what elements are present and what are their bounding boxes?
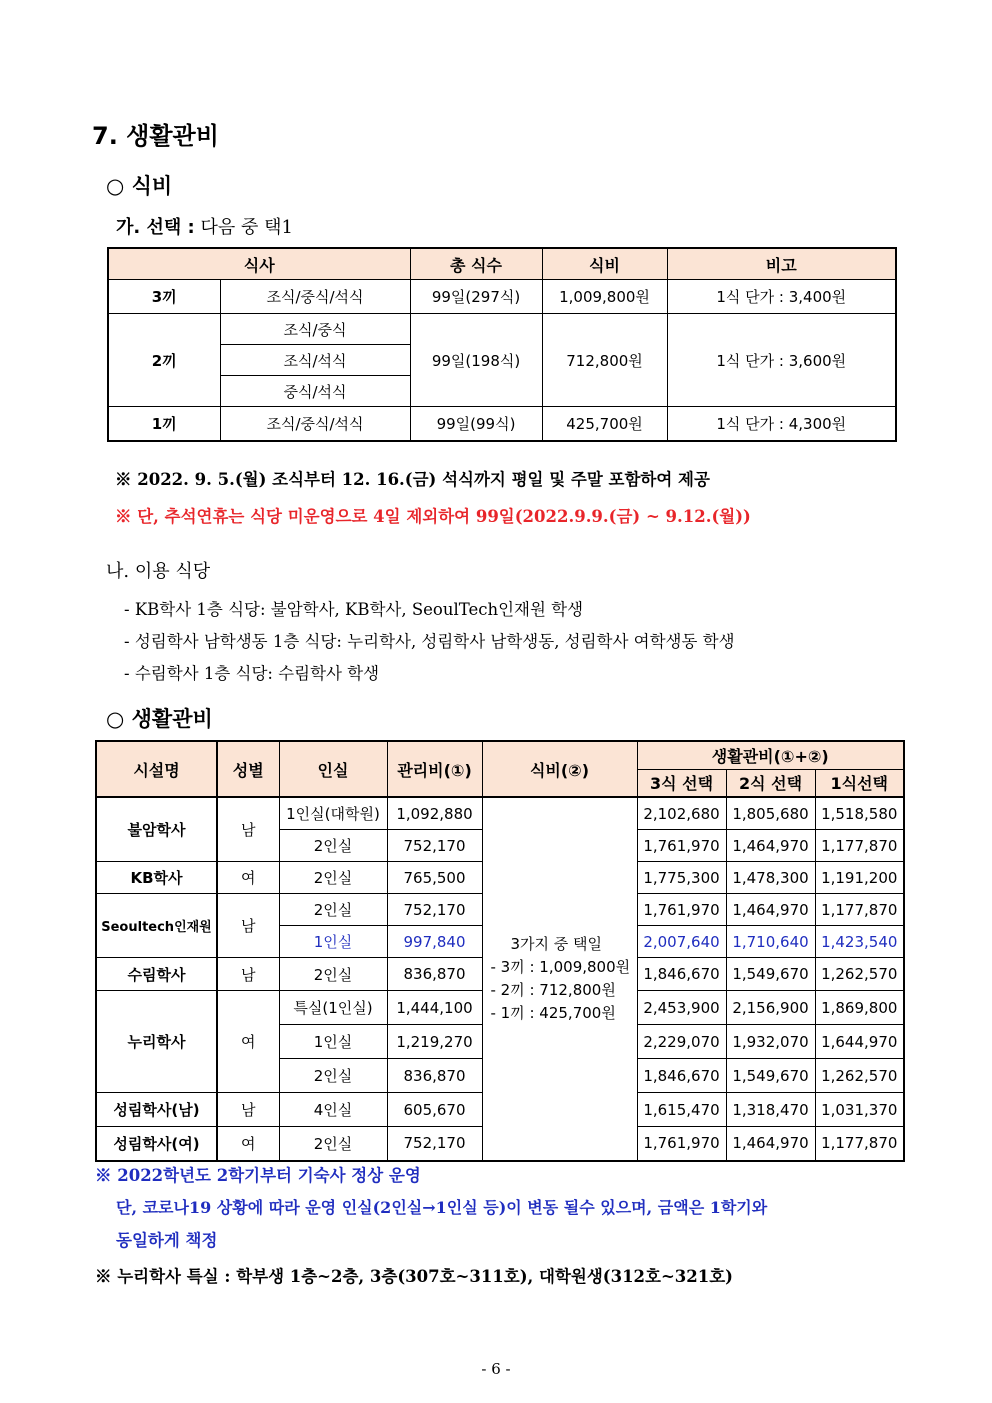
total3-cell: 2,007,640 [637, 926, 726, 958]
mgmt-cell: 1,444,100 [387, 991, 482, 1025]
restaurant-item-2: - 성림학사 남학생동 1층 식당: 누리학사, 성림학사 남학생동, 성림학사 여학생동 학생 [124, 632, 735, 651]
row2-meals-b: 조식/석식 [220, 345, 410, 376]
room-cell: 2인실 [279, 1127, 387, 1161]
living-note-1: ※ 2022학년도 2학기부터 기숙사 정상 운영 [95, 1166, 421, 1185]
room-cell: 2인실 [279, 894, 387, 926]
gender-cell: 여 [217, 862, 279, 894]
room-cell: 2인실 [279, 862, 387, 894]
row3-meals: 조식/중식/석식 [220, 280, 410, 314]
mgmt-cell: 752,170 [387, 894, 482, 926]
gender-cell: 여 [217, 1127, 279, 1161]
row2-kind: 2끼 [108, 314, 220, 407]
total3-cell: 1,761,970 [637, 894, 726, 926]
total3-cell: 1,761,970 [637, 830, 726, 862]
facility-cell: 수림학사 [96, 958, 217, 991]
living-table [95, 740, 905, 1162]
total1-cell: 1,644,970 [815, 1025, 904, 1059]
th-count: 총 식수 [410, 248, 542, 280]
row3-kind: 3끼 [108, 280, 220, 314]
room-cell: 1인실 [279, 926, 387, 958]
total2-cell: 1,478,300 [726, 862, 815, 894]
living-heading: ○ 생활관비 [106, 707, 213, 731]
meal-note-1: ※ 2022. 9. 5.(월) 조식부터 12. 16.(금) 석식까지 평일 및 주말 포함하여 제공 [115, 470, 710, 489]
total2-cell: 1,932,070 [726, 1025, 815, 1059]
total2-cell: 1,318,470 [726, 1093, 815, 1127]
row3-cost: 1,009,800원 [542, 280, 667, 314]
room-cell: 2인실 [279, 1059, 387, 1093]
mgmt-cell: 605,670 [387, 1093, 482, 1127]
room-cell: 2인실 [279, 958, 387, 991]
total2-cell: 1,464,970 [726, 830, 815, 862]
meal-option-cell [482, 797, 637, 1161]
th-meal-fee: 식비(②) [482, 741, 637, 797]
total2-cell: 2,156,900 [726, 991, 815, 1025]
row2-meals-a: 조식/중식 [220, 314, 410, 345]
meal-note-2: ※ 단, 추석연휴는 식당 미운영으로 4일 제외하여 99일(2022.9.9.(금) ~ 9.12.(월)) [115, 507, 751, 526]
mgmt-cell: 1,092,880 [387, 797, 482, 830]
th-room: 인실 [279, 741, 387, 797]
th-meal: 식사 [108, 248, 410, 280]
row1-meals: 조식/중식/석식 [220, 407, 410, 441]
sub-a-text: 다음 중 택1 [200, 217, 293, 238]
row3-count: 99일(297식) [410, 280, 542, 314]
th-cost: 식비 [542, 248, 667, 280]
row2-count: 99일(198식) [410, 314, 542, 407]
meal-heading: ○ 식비 [106, 174, 173, 198]
th-sel1: 1식선택 [815, 769, 904, 797]
row1-cost: 425,700원 [542, 407, 667, 441]
row1-note: 1식 단가 : 4,300원 [667, 407, 896, 441]
gender-cell: 남 [217, 894, 279, 958]
row3-note: 1식 단가 : 3,400원 [667, 280, 896, 314]
total3-cell: 1,846,670 [637, 958, 726, 991]
living-note-2: 단, 코로나19 상황에 따라 운영 인실(2인실→1인실 등)이 변동 될수 있으며, 금액은 1학기와 [116, 1198, 768, 1217]
th-gender: 성별 [217, 741, 279, 797]
total1-cell: 1,518,580 [815, 797, 904, 830]
total2-cell: 1,549,670 [726, 958, 815, 991]
total1-cell: 1,262,570 [815, 1059, 904, 1093]
meal-option-title: 3가지 중 택일 [510, 934, 603, 953]
total1-cell: 1,177,870 [815, 830, 904, 862]
sub-a-label: 가. 선택 : [116, 217, 195, 238]
mgmt-cell: 836,870 [387, 1059, 482, 1093]
total2-cell: 1,710,640 [726, 926, 815, 958]
total1-cell: 1,177,870 [815, 894, 904, 926]
total3-cell: 2,453,900 [637, 991, 726, 1025]
total2-cell: 1,464,970 [726, 1127, 815, 1161]
th-note: 비고 [667, 248, 896, 280]
mgmt-cell: 752,170 [387, 830, 482, 862]
total1-cell: 1,262,570 [815, 958, 904, 991]
row2-cost: 712,800원 [542, 314, 667, 407]
total2-cell: 1,549,670 [726, 1059, 815, 1093]
facility-cell: 불암학사 [96, 797, 217, 862]
total3-cell: 1,615,470 [637, 1093, 726, 1127]
gender-cell: 남 [217, 958, 279, 991]
total1-cell: 1,423,540 [815, 926, 904, 958]
facility-cell: 누리학사 [96, 991, 217, 1093]
total3-cell: 2,229,070 [637, 1025, 726, 1059]
restaurant-item-1: - KB학사 1층 식당: 불암학사, KB학사, SeoulTech인재원 학생 [124, 600, 584, 619]
total1-cell: 1,191,200 [815, 862, 904, 894]
gender-cell: 여 [217, 991, 279, 1093]
total3-cell: 1,846,670 [637, 1059, 726, 1093]
meal-table [107, 247, 897, 442]
mgmt-cell: 752,170 [387, 1127, 482, 1161]
gender-cell: 남 [217, 797, 279, 862]
row2-note: 1식 단가 : 3,600원 [667, 314, 896, 407]
facility-cell: KB학사 [96, 862, 217, 894]
th-sel2: 2식 선택 [726, 769, 815, 797]
row1-count: 99일(99식) [410, 407, 542, 441]
room-cell: 2인실 [279, 830, 387, 862]
total1-cell: 1,031,370 [815, 1093, 904, 1127]
total3-cell: 1,775,300 [637, 862, 726, 894]
th-total: 생활관비(①+②) [637, 741, 904, 769]
facility-cell: 성림학사(여) [96, 1127, 217, 1161]
section-title: 7. 생활관비 [92, 122, 219, 150]
total2-cell: 1,464,970 [726, 894, 815, 926]
th-mgmt: 관리비(①) [387, 741, 482, 797]
total3-cell: 1,761,970 [637, 1127, 726, 1161]
meal-subheading-b: 나. 이용 식당 [106, 561, 211, 582]
room-cell: 특실(1인실) [279, 991, 387, 1025]
room-cell: 1인실 [279, 1025, 387, 1059]
total1-cell: 1,177,870 [815, 1127, 904, 1161]
row2-meals-c: 중식/석식 [220, 376, 410, 407]
meal-option-1: - 1끼 : 425,700원 [490, 1003, 616, 1022]
mgmt-cell: 765,500 [387, 862, 482, 894]
mgmt-cell: 1,219,270 [387, 1025, 482, 1059]
room-cell: 4인실 [279, 1093, 387, 1127]
meal-option-3: - 3끼 : 1,009,800원 [490, 957, 631, 976]
mgmt-cell: 836,870 [387, 958, 482, 991]
living-note-3: 동일하게 책정 [116, 1231, 218, 1250]
total2-cell: 1,805,680 [726, 797, 815, 830]
th-facility: 시설명 [96, 741, 217, 797]
gender-cell: 남 [217, 1093, 279, 1127]
th-sel3: 3식 선택 [637, 769, 726, 797]
facility-cell: 성림학사(남) [96, 1093, 217, 1127]
row1-kind: 1끼 [108, 407, 220, 441]
total1-cell: 1,869,800 [815, 991, 904, 1025]
facility-cell: Seoultech인재원 [96, 894, 217, 958]
meal-option-2: - 2끼 : 712,800원 [490, 980, 616, 999]
total3-cell: 2,102,680 [637, 797, 726, 830]
restaurant-item-3: - 수림학사 1층 식당: 수림학사 학생 [124, 664, 380, 683]
living-note-4: ※ 누리학사 특실 : 학부생 1층~2층, 3층(307호~311호), 대학원생(312호~321호) [95, 1267, 733, 1286]
page-number: - 6 - [481, 1360, 511, 1378]
mgmt-cell: 997,840 [387, 926, 482, 958]
room-cell: 1인실(대학원) [279, 797, 387, 830]
meal-subheading-a [116, 213, 293, 239]
